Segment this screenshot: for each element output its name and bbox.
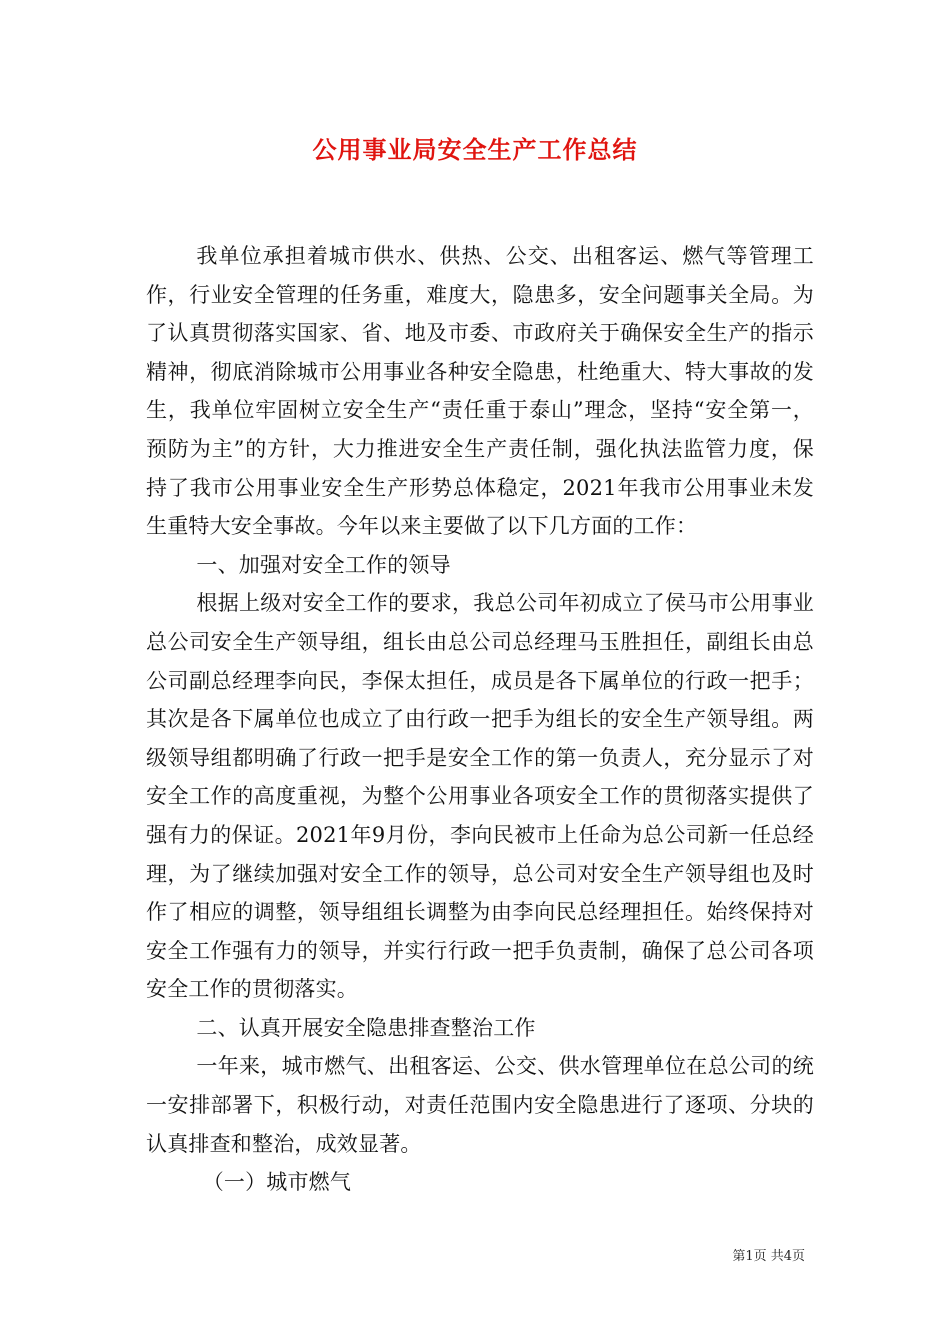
paragraph-leadership: 根据上级对安全工作的要求，我总公司年初成立了侯马市公用事业总公司安全生产领导组，组长由总公司总经理马玉胜担任，副组长由总公司副总经理李向民，李保太担任，成员是各下属单位的行政一把手；其次是各下属单位也成立了由行政一把手为组长的安全生产领导组。两级领导组都明确了行政一把手是安全工作的第一负责人，充分显示了对安全工作的高度重视，为整个公用事业各项安全工作的贯彻落实提供了强有力的保证。2021年9月份，李向民被市上任命为总公司新一任总经理，为了继续加强对安全工作的领导，总公司对安全生产领导组也及时作了相应的调整，领导组组长调整为由李向民总经理担任。始终保持对安全工作强有力的领导，并实行行政一把手负责制，确保了总公司各项安全工作的贯彻落实。 <box>146 591 814 1002</box>
page-number-footer: 第1页 共4页 <box>732 1249 805 1264</box>
section-heading-1: 一、加强对安全工作的领导 <box>196 552 451 577</box>
document-body <box>146 237 814 1202</box>
document-title: 公用事业局安全生产工作总结 <box>312 135 638 164</box>
section-heading-2: 二、认真开展安全隐患排查整治工作 <box>196 1015 536 1040</box>
paragraph-intro: 我单位承担着城市供水、供热、公交、出租客运、燃气等管理工作，行业安全管理的任务重，难度大，隐患多，安全问题事关全局。为了认真贯彻落实国家、省、地及市委、市政府关于确保安全生产的指示精神，彻底消除城市公用事业各种安全隐患，杜绝重大、特大事故的发生，我单位牢固树立安全生产“责任重于泰山”理念，坚持“安全第一，预防为主”的方针，大力推进安全生产责任制，强化执法监管力度，保持了我市公用事业安全生产形势总体稳定，2021年我市公用事业未发生重特大安全事故。今年以来主要做了以下几方面的工作： <box>146 244 814 539</box>
paragraph-hazard-inspection: 一年来，城市燃气、出租客运、公交、供水管理单位在总公司的统一安排部署下，积极行动，对责任范围内安全隐患进行了逐项、分块的认真排查和整治，成效显著。 <box>146 1054 814 1156</box>
subsection-heading-gas: （一）城市燃气 <box>202 1170 352 1195</box>
